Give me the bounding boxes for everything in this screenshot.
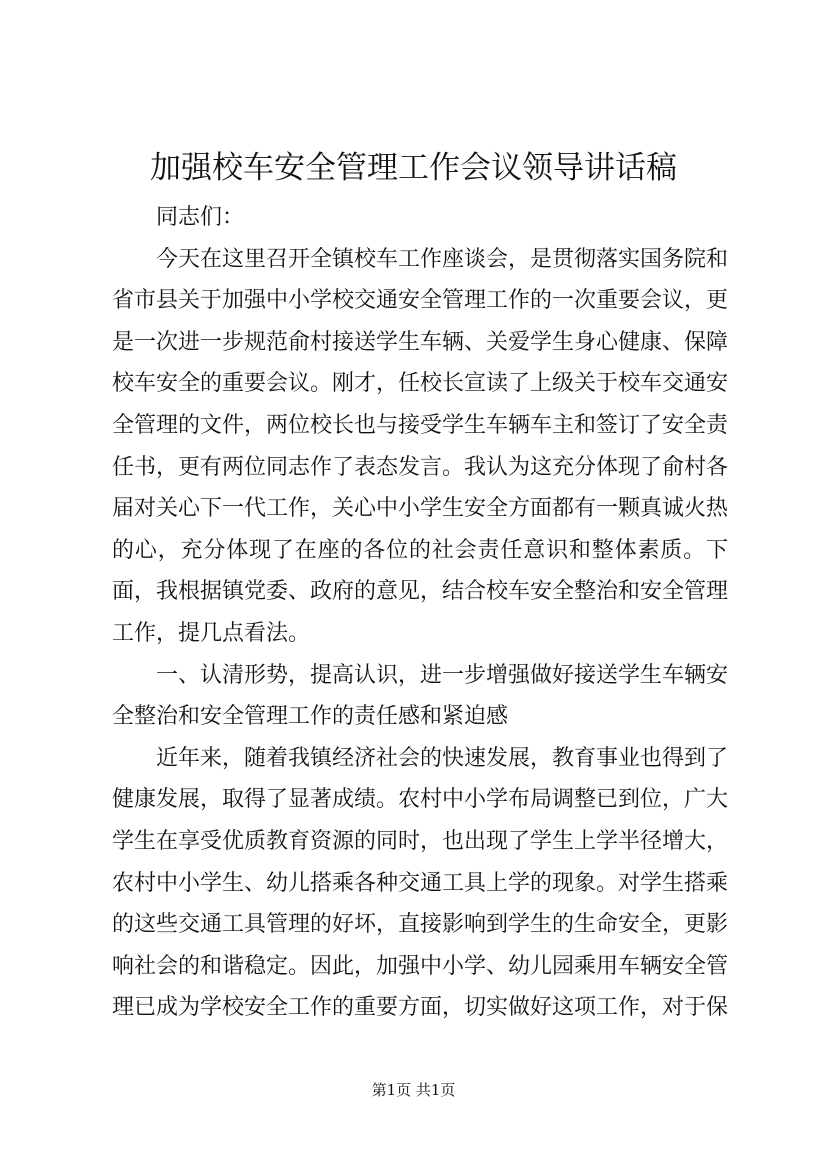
body-paragraph-intro: 今天在这里召开全镇校车工作座谈会，是贯彻落实国务院和省市县关于加强中小学校交通安全管理工作的一次重要会议，更是一次进一步规范俞村接送学生车辆、关爱学生身心健康、保障校车安全的重要会议。刚才，任校长宣读了上级关于校车交通安全管理的文件，两位校长也与接受学生车辆车主和签订了安全责任书，更有两位同志作了表态发言。我认为这充分体现了俞村各届对关心下一代工作，关心中小学生安全方面都有一颗真诚火热的心，充分体现了在座的各位的社会责任意识和整体素质。下面，我根据镇党委、政府的意见，结合校车安全整治和安全管理工作，提几点看法。 <box>112 246 729 646</box>
document-title: 加强校车安全管理工作会议领导讲话稿 <box>150 150 677 186</box>
salutation-paragraph: 同志们： <box>156 205 245 230</box>
page-footer: 第1页 共1页 <box>371 1081 456 1099</box>
document-body <box>112 197 728 1029</box>
body-paragraph-section-1: 近年来，随着我镇经济社会的快速发展，教育事业也得到了健康发展，取得了显著成绩。农村中小学布局调整已到位，广大学生在享受优质教育资源的同时，也出现了学生上学半径增大，农村中小学生、幼儿搭乘各种交通工具上学的现象。对学生搭乘的这些交通工具管理的好坏，直接影响到学生的生命安全，更影响社会的和谐稳定。因此，加强中小学、幼儿园乘用车辆安全管理已成为学校安全工作的重要方面，切实做好这项工作，对于保 <box>112 745 729 1021</box>
section-heading-1: 一、认清形势，提高认识，进一步增强做好接送学生车辆安全整治和安全管理工作的责任感和紧迫感 <box>112 662 729 730</box>
